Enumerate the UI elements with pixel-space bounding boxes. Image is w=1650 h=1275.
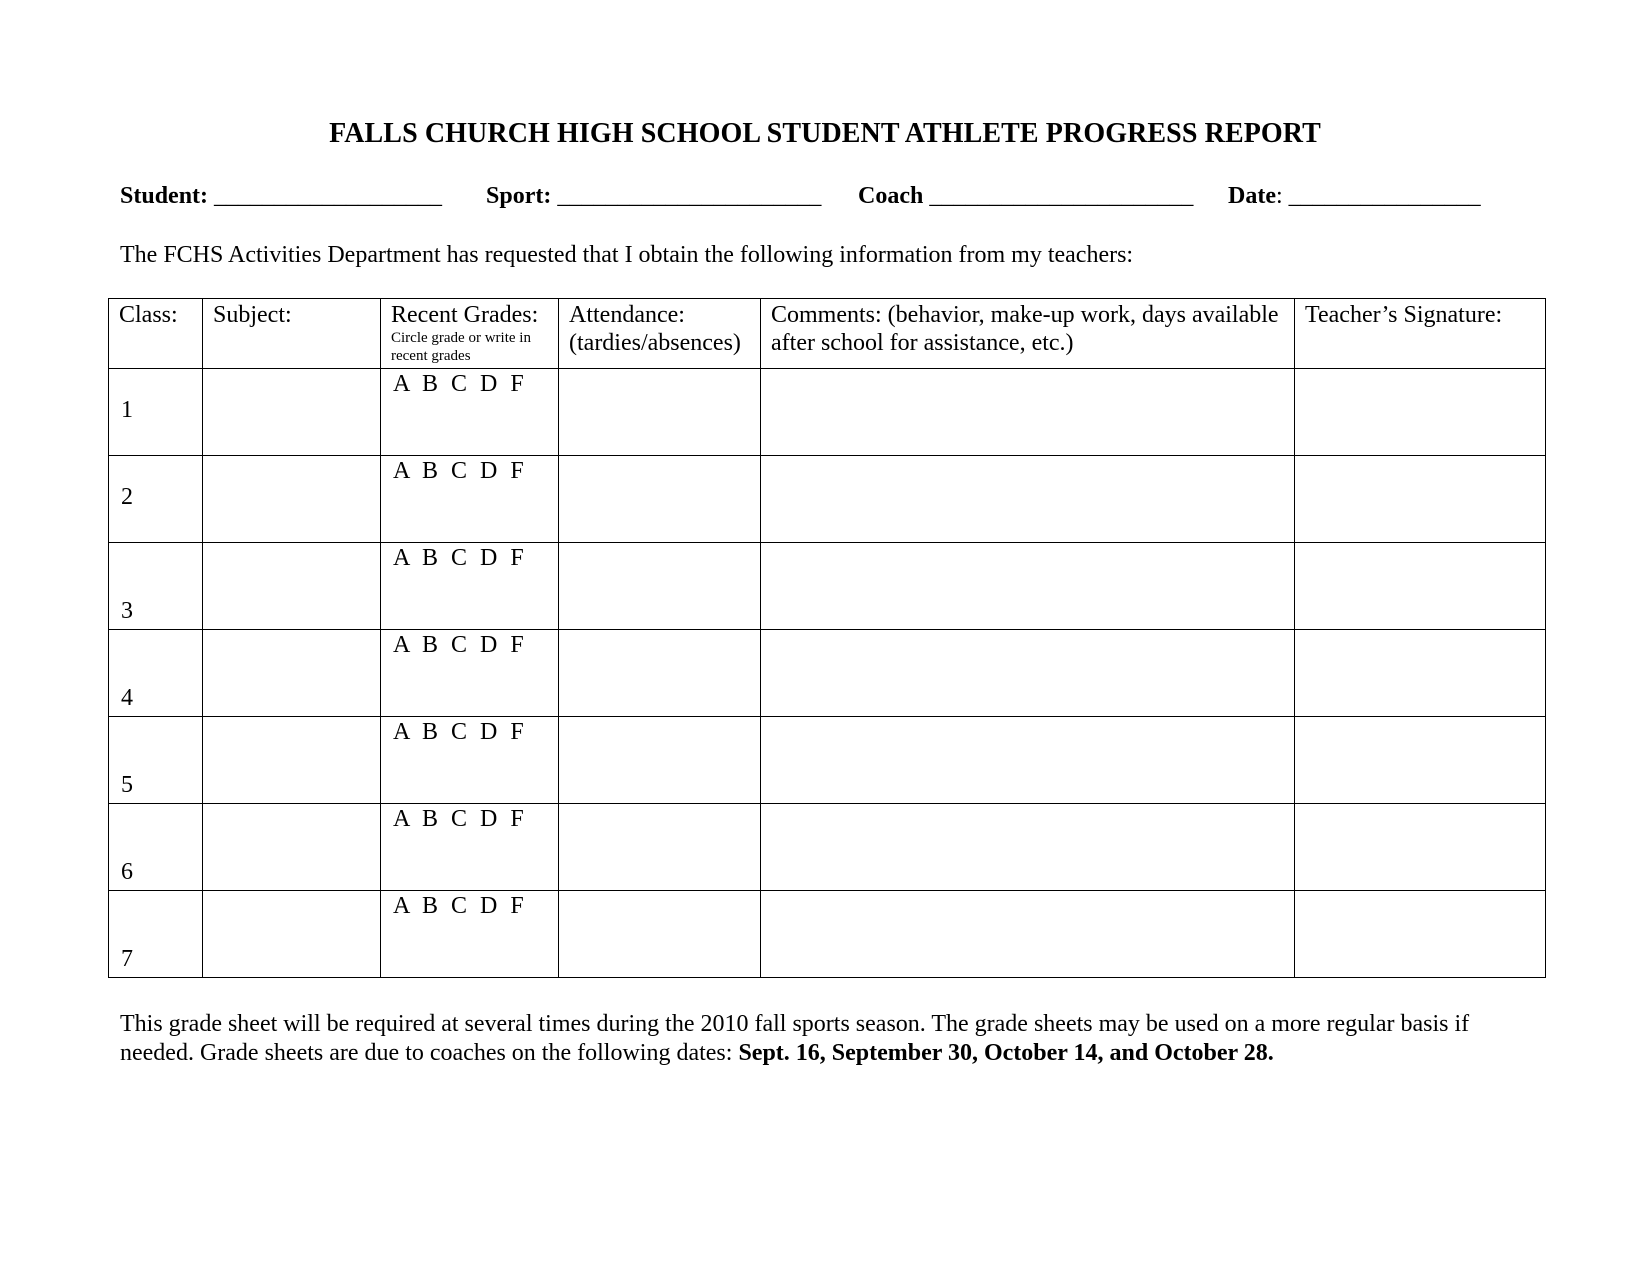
grades-cell[interactable] <box>381 369 559 456</box>
attendance-cell[interactable] <box>559 630 761 717</box>
header-attendance-label: Attendance: <box>569 302 685 328</box>
footer-text: This grade sheet will be required at several times during the 2010 fall sports season. The grade sheets may be used on a more regular basis if needed. Grade sheets are due to coaches on the following dates: <box>120 1011 1470 1066</box>
comments-cell[interactable] <box>761 456 1295 543</box>
table-row <box>109 804 1546 891</box>
grades-cell[interactable] <box>381 630 559 717</box>
comments-cell[interactable] <box>761 543 1295 630</box>
grade-options[interactable]: A B C D F <box>393 545 525 571</box>
class-number: 1 <box>121 397 133 423</box>
comments-cell[interactable] <box>761 717 1295 804</box>
class-cell <box>109 804 203 891</box>
class-cell <box>109 891 203 978</box>
grades-cell[interactable] <box>381 717 559 804</box>
date-label: Date <box>1228 183 1276 209</box>
subject-cell[interactable] <box>203 369 381 456</box>
header-grades-label: Recent Grades: <box>391 302 539 328</box>
class-cell <box>109 630 203 717</box>
header-comments: Comments: (behavior, make-up work, days available after school for assistance, etc.) <box>761 299 1295 369</box>
class-cell <box>109 717 203 804</box>
subject-cell[interactable] <box>203 891 381 978</box>
date-field[interactable] <box>1228 183 1481 210</box>
attendance-cell[interactable] <box>559 717 761 804</box>
table-row <box>109 543 1546 630</box>
student-label: Student: <box>120 183 209 209</box>
attendance-cell[interactable] <box>559 543 761 630</box>
signature-cell[interactable] <box>1295 456 1546 543</box>
subject-cell[interactable] <box>203 630 381 717</box>
attendance-cell[interactable] <box>559 456 761 543</box>
class-cell <box>109 543 203 630</box>
grade-options[interactable]: A B C D F <box>393 719 525 745</box>
header-attendance <box>559 299 761 369</box>
grade-options[interactable]: A B C D F <box>393 458 525 484</box>
header-grades-note: Circle grade or write in recent grades <box>391 330 531 364</box>
coach-field[interactable] <box>858 183 1193 210</box>
comments-cell[interactable] <box>761 630 1295 717</box>
subject-cell[interactable] <box>203 543 381 630</box>
table-row <box>109 717 1546 804</box>
class-number: 5 <box>121 772 133 798</box>
class-number: 4 <box>121 685 133 711</box>
coach-line[interactable]: ______________________ <box>929 183 1194 209</box>
date-colon: : <box>1275 183 1283 209</box>
grade-options[interactable]: A B C D F <box>393 371 525 397</box>
subject-cell[interactable] <box>203 456 381 543</box>
table-row <box>109 369 1546 456</box>
class-number: 7 <box>121 946 133 972</box>
grade-options[interactable]: A B C D F <box>393 893 525 919</box>
footer-dates: Sept. 16, September 30, October 14, and October 28. <box>738 1040 1274 1066</box>
subject-cell[interactable] <box>203 717 381 804</box>
table-row <box>109 891 1546 978</box>
class-cell <box>109 369 203 456</box>
signature-cell[interactable] <box>1295 804 1546 891</box>
header-class: Class: <box>109 299 203 369</box>
table-header-row <box>109 299 1546 369</box>
signature-cell[interactable] <box>1295 630 1546 717</box>
comments-cell[interactable] <box>761 891 1295 978</box>
student-field[interactable] <box>120 183 442 210</box>
comments-cell[interactable] <box>761 369 1295 456</box>
intro-text: The FCHS Activities Department has requested that I obtain the following information from my teachers: <box>120 242 1134 268</box>
comments-cell[interactable] <box>761 804 1295 891</box>
grades-cell[interactable] <box>381 804 559 891</box>
signature-cell[interactable] <box>1295 543 1546 630</box>
grade-options[interactable]: A B C D F <box>393 632 525 658</box>
subject-cell[interactable] <box>203 804 381 891</box>
progress-table <box>108 298 1546 978</box>
grades-cell[interactable] <box>381 456 559 543</box>
attendance-cell[interactable] <box>559 369 761 456</box>
grade-options[interactable]: A B C D F <box>393 806 525 832</box>
signature-cell[interactable] <box>1295 369 1546 456</box>
page-title: FALLS CHURCH HIGH SCHOOL STUDENT ATHLETE PROGRESS REPORT <box>329 118 1321 149</box>
class-cell <box>109 456 203 543</box>
class-number: 2 <box>121 484 133 510</box>
date-line[interactable]: ________________ <box>1288 183 1481 209</box>
signature-cell[interactable] <box>1295 891 1546 978</box>
sport-field[interactable] <box>486 183 821 210</box>
header-grades <box>381 299 559 369</box>
class-number: 3 <box>121 598 133 624</box>
header-signature: Teacher’s Signature: <box>1295 299 1546 369</box>
header-subject: Subject: <box>203 299 381 369</box>
class-number: 6 <box>121 859 133 885</box>
grades-cell[interactable] <box>381 891 559 978</box>
attendance-cell[interactable] <box>559 804 761 891</box>
student-line[interactable]: ___________________ <box>214 183 443 209</box>
sport-label: Sport: <box>486 183 552 209</box>
table-row <box>109 456 1546 543</box>
header-attendance-note: (tardies/absences) <box>569 330 741 356</box>
sport-line[interactable]: ______________________ <box>557 183 822 209</box>
signature-cell[interactable] <box>1295 717 1546 804</box>
coach-label: Coach <box>858 183 924 209</box>
footer-note <box>120 1010 1540 1068</box>
grades-cell[interactable] <box>381 543 559 630</box>
table-row <box>109 630 1546 717</box>
attendance-cell[interactable] <box>559 891 761 978</box>
